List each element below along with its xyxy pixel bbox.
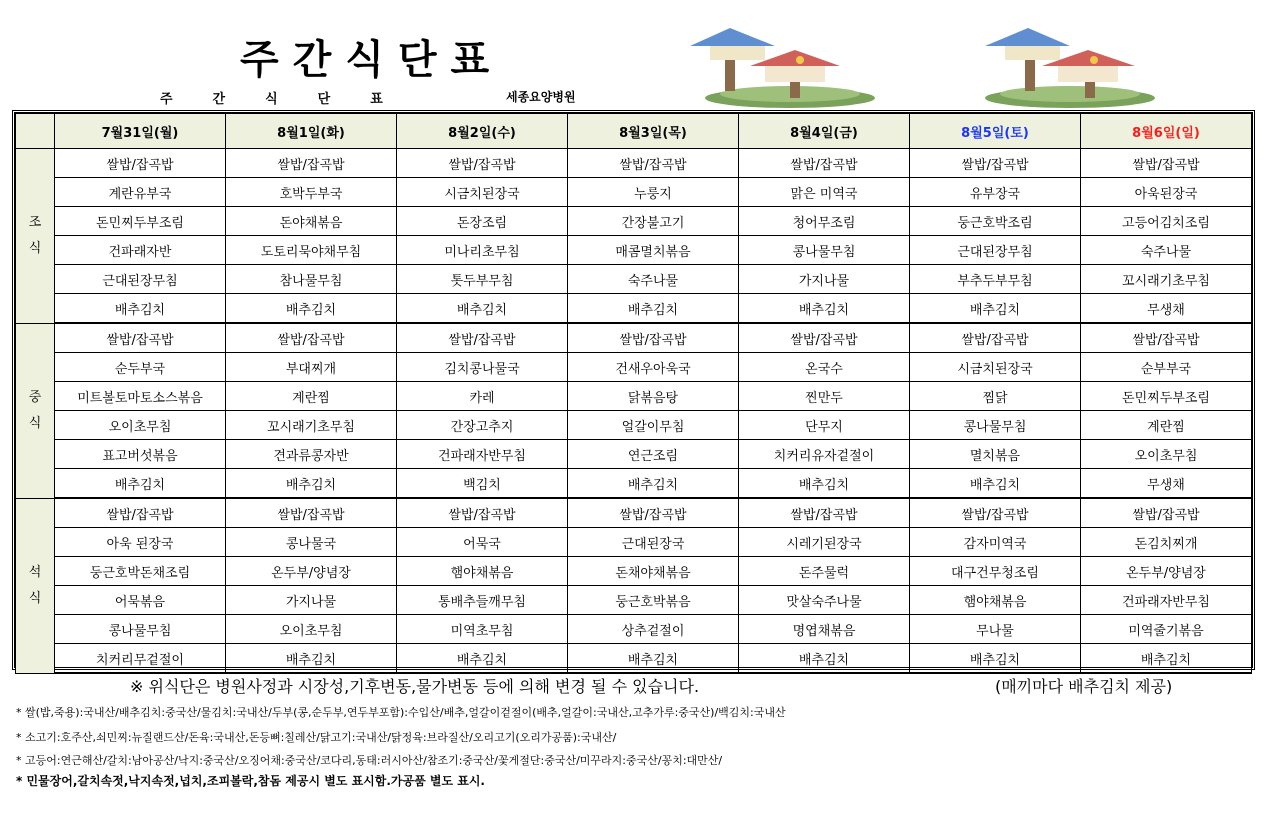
menu-item: 닭볶음탕 <box>568 382 739 411</box>
menu-row <box>16 498 1252 528</box>
menu-row <box>16 323 1252 353</box>
menu-item: 건파래자반 <box>55 236 226 265</box>
menu-item: 둥근호박돈채조림 <box>55 557 226 586</box>
menu-item: 견과류콩자반 <box>226 440 397 469</box>
menu-item: 배추김치 <box>1081 644 1252 674</box>
menu-item: 가지나물 <box>226 586 397 615</box>
menu-item: 치커리유자겉절이 <box>739 440 910 469</box>
menu-item: 배추김치 <box>739 644 910 674</box>
menu-item: 간장불고기 <box>568 207 739 236</box>
menu-item: 미역초무침 <box>397 615 568 644</box>
menu-item: 쌀밥/잡곡밥 <box>739 498 910 528</box>
menu-item: 꼬시래기초무침 <box>1081 265 1252 294</box>
menu-row <box>16 528 1252 557</box>
menu-item: 배추김치 <box>739 294 910 324</box>
menu-item: 온두부/양념장 <box>226 557 397 586</box>
menu-item: 배추김치 <box>910 294 1081 324</box>
day-header-row <box>16 114 1252 149</box>
menu-item: 배추김치 <box>397 644 568 674</box>
menu-item: 표고버섯볶음 <box>55 440 226 469</box>
menu-row <box>16 382 1252 411</box>
menu-item: 가지나물 <box>739 265 910 294</box>
day-header: 7월31일(월) <box>55 114 226 149</box>
menu-item: 쌀밥/잡곡밥 <box>910 498 1081 528</box>
menu-item: 숙주나물 <box>568 265 739 294</box>
menu-item: 배추김치 <box>55 294 226 324</box>
corner-cell <box>16 114 55 149</box>
menu-item: 쌀밥/잡곡밥 <box>910 323 1081 353</box>
menu-item: 배추김치 <box>568 469 739 499</box>
menu-item: 돈야채볶음 <box>226 207 397 236</box>
menu-row <box>16 411 1252 440</box>
menu-item: 간장고추지 <box>397 411 568 440</box>
menu-item: 쌀밥/잡곡밥 <box>55 149 226 178</box>
menu-item: 쌀밥/잡곡밥 <box>568 323 739 353</box>
menu-item: 쌀밥/잡곡밥 <box>397 323 568 353</box>
weekly-menu-table <box>12 110 1255 670</box>
menu-item: 카레 <box>397 382 568 411</box>
menu-item: 콩나물무침 <box>55 615 226 644</box>
menu-row <box>16 586 1252 615</box>
menu-item: 감자미역국 <box>910 528 1081 557</box>
origin-note-meat: * 소고기:호주산,쇠민찌:뉴질랜드산/돈육:국내산,돈등뼈:칠레산/닭고기:국내산/닭정육:브라질산/오리고기(오리가공품):국내산/ <box>16 731 617 744</box>
menu-item: 참나물무침 <box>226 265 397 294</box>
menu-item: 호박두부국 <box>226 178 397 207</box>
menu-item: 쌀밥/잡곡밥 <box>226 149 397 178</box>
day-header: 8월4일(금) <box>739 114 910 149</box>
menu-item: 둥근호박볶음 <box>568 586 739 615</box>
menu-item: 햄야채볶음 <box>910 586 1081 615</box>
menu-item: 배추김치 <box>55 469 226 499</box>
menu-item: 오이초무침 <box>1081 440 1252 469</box>
menu-item: 건파래자반무침 <box>397 440 568 469</box>
menu-item: 무나물 <box>910 615 1081 644</box>
menu-item: 맛살숙주나물 <box>739 586 910 615</box>
menu-row <box>16 294 1252 324</box>
menu-item: 미나리초무침 <box>397 236 568 265</box>
menu-item: 쌀밥/잡곡밥 <box>1081 149 1252 178</box>
origin-note-grains: * 쌀(밥,죽용):국내산/배추김치:중국산/물김치:국내산/두부(콩,순두부,연두부포함):수입산/배추,얼갈이겉절이(배추,얼갈이:국내산,고추가루:중국산)/백김치:국내산 <box>16 706 786 719</box>
menu-item: 부추두부무침 <box>910 265 1081 294</box>
menu-item: 배추김치 <box>226 469 397 499</box>
menu-item: 꼬시래기초무침 <box>226 411 397 440</box>
menu-item: 무생채 <box>1081 294 1252 324</box>
menu-item: 햄야채볶음 <box>397 557 568 586</box>
meal-label-breakfast: 조 식 <box>16 149 55 324</box>
menu-item: 쌀밥/잡곡밥 <box>1081 323 1252 353</box>
day-header-sunday: 8월6일(일) <box>1081 114 1252 149</box>
menu-item: 단무지 <box>739 411 910 440</box>
menu-item: 어묵국 <box>397 528 568 557</box>
meal-label-dinner: 석 식 <box>16 498 55 673</box>
menu-row <box>16 644 1252 674</box>
menu-item: 돈채야채볶음 <box>568 557 739 586</box>
day-header-saturday: 8월5일(토) <box>910 114 1081 149</box>
menu-item: 계란찜 <box>1081 411 1252 440</box>
menu-item: 배추김치 <box>397 294 568 324</box>
menu-item: 미역줄기볶음 <box>1081 615 1252 644</box>
menu-row <box>16 236 1252 265</box>
menu-item: 쌀밥/잡곡밥 <box>568 149 739 178</box>
menu-item: 숙주나물 <box>1081 236 1252 265</box>
menu-item: 배추김치 <box>910 469 1081 499</box>
menu-row <box>16 207 1252 236</box>
menu-item: 근대된장무침 <box>55 265 226 294</box>
menu-item: 미트볼토마토소스볶음 <box>55 382 226 411</box>
menu-item: 둥근호박조림 <box>910 207 1081 236</box>
menu-item: 근대된장국 <box>568 528 739 557</box>
house-illustration-1 <box>680 18 880 108</box>
menu-item: 쌀밥/잡곡밥 <box>739 323 910 353</box>
menu-item: 온두부/양념장 <box>1081 557 1252 586</box>
menu-item: 톳두부무침 <box>397 265 568 294</box>
menu-item: 돈주물럭 <box>739 557 910 586</box>
origin-note-fish: * 고등어:연근해산/갈치:남아공산/낙지:중국산/오징어채:중국산/코다리,동태:러시아산/참조기:중국산/꽃게절단:중국산/미꾸라지:중국산/꽁치:대만산/ <box>16 754 723 767</box>
menu-item: 상추겉절이 <box>568 615 739 644</box>
menu-row <box>16 265 1252 294</box>
meal-label-lunch: 중 식 <box>16 323 55 498</box>
menu-item: 누룽지 <box>568 178 739 207</box>
menu-row <box>16 353 1252 382</box>
menu-item: 배추김치 <box>910 644 1081 674</box>
menu-item: 찜닭 <box>910 382 1081 411</box>
menu-item: 오이초무침 <box>226 615 397 644</box>
menu-item: 멸치볶음 <box>910 440 1081 469</box>
menu-item: 아욱 된장국 <box>55 528 226 557</box>
menu-item: 치커리무겉절이 <box>55 644 226 674</box>
menu-item: 순부부국 <box>1081 353 1252 382</box>
menu-item: 쌀밥/잡곡밥 <box>55 323 226 353</box>
menu-item: 통배추들깨무침 <box>397 586 568 615</box>
menu-item: 쌀밥/잡곡밥 <box>910 149 1081 178</box>
menu-item: 고등어김치조림 <box>1081 207 1252 236</box>
menu-item: 쌀밥/잡곡밥 <box>1081 498 1252 528</box>
menu-item: 순두부국 <box>55 353 226 382</box>
menu-item: 콩나물무침 <box>910 411 1081 440</box>
day-header: 8월1일(화) <box>226 114 397 149</box>
menu-row <box>16 557 1252 586</box>
menu-item: 명엽채볶음 <box>739 615 910 644</box>
menu-item: 쌀밥/잡곡밥 <box>397 149 568 178</box>
menu-item: 청어무조림 <box>739 207 910 236</box>
menu-item: 돈민찌두부조림 <box>1081 382 1252 411</box>
menu-item: 콩나물국 <box>226 528 397 557</box>
menu-item: 쌀밥/잡곡밥 <box>397 498 568 528</box>
hospital-name: 세종요양병원 <box>506 90 576 104</box>
menu-item: 계란찜 <box>226 382 397 411</box>
menu-item: 쌀밥/잡곡밥 <box>739 149 910 178</box>
menu-item: 근대된장무침 <box>910 236 1081 265</box>
kimchi-notice: (매끼마다 배추김치 제공) <box>995 677 1173 696</box>
menu-item: 시금치된장국 <box>397 178 568 207</box>
menu-row <box>16 440 1252 469</box>
menu-item: 돈김치찌개 <box>1081 528 1252 557</box>
menu-item: 김치콩나물국 <box>397 353 568 382</box>
menu-item: 매콤멸치볶음 <box>568 236 739 265</box>
menu-item: 시금치된장국 <box>910 353 1081 382</box>
menu-row <box>16 178 1252 207</box>
menu-item: 배추김치 <box>226 294 397 324</box>
menu-item: 건파래자반무침 <box>1081 586 1252 615</box>
menu-item: 오이초무침 <box>55 411 226 440</box>
menu-item: 찐만두 <box>739 382 910 411</box>
page-title: 주간식단표 <box>240 37 504 83</box>
menu-row <box>16 615 1252 644</box>
special-note: * 민물장어,갈치속젓,낙지속젓,넙치,조피볼락,참돔 제공시 별도 표시함.가공품 별도 표시. <box>16 774 485 788</box>
menu-item: 맑은 미역국 <box>739 178 910 207</box>
menu-item: 콩나물무침 <box>739 236 910 265</box>
menu-item: 대구건무청조림 <box>910 557 1081 586</box>
menu-item: 돈장조림 <box>397 207 568 236</box>
menu-item: 무생채 <box>1081 469 1252 499</box>
menu-item: 아욱된장국 <box>1081 178 1252 207</box>
menu-item: 배추김치 <box>739 469 910 499</box>
menu-item: 온국수 <box>739 353 910 382</box>
house-illustration-2 <box>960 18 1160 108</box>
menu-item: 어묵볶음 <box>55 586 226 615</box>
page-subtitle: 주간식단표 <box>160 92 423 107</box>
notice-text: ※ 위식단은 병원사정과 시장성,기후변동,물가변동 등에 의해 변경 될 수 있습니다. <box>130 677 700 696</box>
menu-item: 도토리묵야채무침 <box>226 236 397 265</box>
menu-item: 계란유부국 <box>55 178 226 207</box>
menu-item: 부대찌개 <box>226 353 397 382</box>
day-header: 8월3일(목) <box>568 114 739 149</box>
day-header: 8월2일(수) <box>397 114 568 149</box>
menu-item: 쌀밥/잡곡밥 <box>226 498 397 528</box>
menu-item: 유부장국 <box>910 178 1081 207</box>
menu-item: 배추김치 <box>568 294 739 324</box>
menu-item: 건새우아욱국 <box>568 353 739 382</box>
menu-row <box>16 149 1252 178</box>
menu-item: 배추김치 <box>568 644 739 674</box>
menu-row <box>16 469 1252 499</box>
menu-item: 연근조림 <box>568 440 739 469</box>
menu-item: 백김치 <box>397 469 568 499</box>
menu-item: 시레기된장국 <box>739 528 910 557</box>
menu-item: 배추김치 <box>226 644 397 674</box>
menu-item: 돈민찌두부조림 <box>55 207 226 236</box>
menu-item: 얼갈이무침 <box>568 411 739 440</box>
menu-item: 쌀밥/잡곡밥 <box>55 498 226 528</box>
menu-item: 쌀밥/잡곡밥 <box>568 498 739 528</box>
menu-item: 쌀밥/잡곡밥 <box>226 323 397 353</box>
